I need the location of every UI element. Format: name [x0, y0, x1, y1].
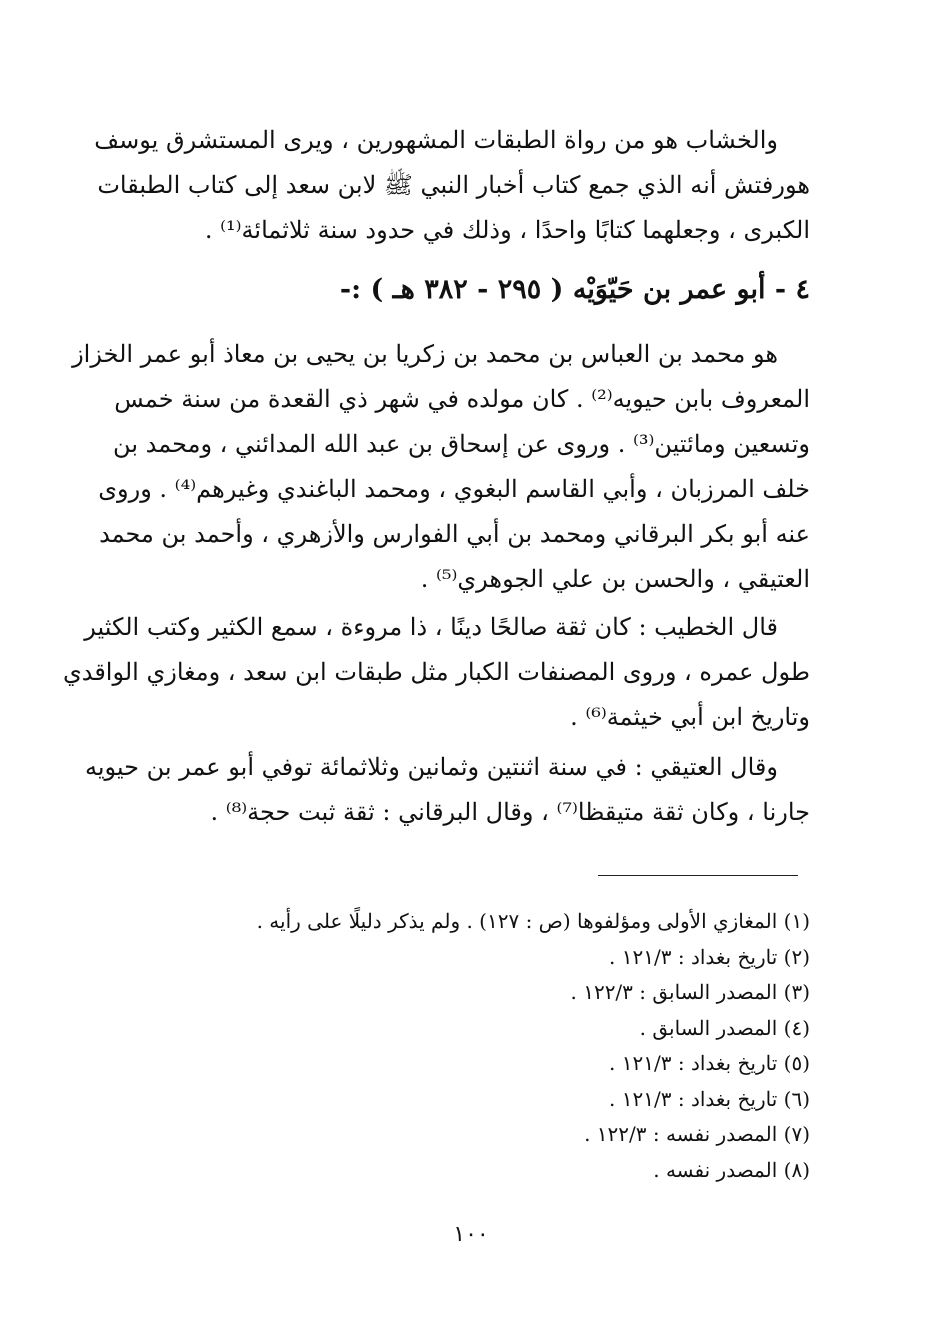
- paragraph-line: هو محمد بن العباس بن محمد بن زكريا بن يحيى بن معاذ أبو عمر الخزاز: [72, 340, 778, 368]
- paragraph-line: الكبرى ، وجعلهما كتابًا واحدًا ، وذلك في حدود سنة ثلاثمائة⁽¹⁾ .: [204, 216, 810, 244]
- intro-paragraph: [94, 118, 810, 253]
- khatib-paragraph: [62, 605, 810, 740]
- footnote-item: (١) المغازي الأولى ومؤلفوها (ص : ١٢٧) . ولم يذكر دليلًا على رأيه .: [256, 909, 810, 933]
- paragraph-line: العتيقي ، والحسن بن علي الجوهري⁽⁵⁾ .: [420, 565, 810, 593]
- footnote-item: (٣) المصدر السابق : ١٢٢/٣ .: [570, 980, 810, 1004]
- footnote-item: (٦) تاريخ بغداد : ١٢١/٣ .: [609, 1086, 810, 1111]
- paragraph-line: والخشاب هو من رواة الطبقات المشهورين ، ويرى المستشرق يوسف: [94, 126, 778, 154]
- footnote-item: (٧) المصدر نفسه : ١٢٢/٣ .: [584, 1122, 810, 1146]
- footnote-item: (٤) المصدر السابق .: [639, 1015, 810, 1040]
- atiqi-paragraph: [84, 745, 810, 835]
- footnotes-list: [200, 904, 810, 1188]
- paragraph-line: وقال العتيقي : في سنة اثنتين وثمانين وثلاثمائة توفي أبو عمر بن حيويه: [84, 753, 778, 781]
- paragraph-line: وتاريخ ابن أبي خيثمة⁽⁶⁾ .: [570, 703, 810, 731]
- paragraph-line: خلف المرزبان ، وأبي القاسم البغوي ، ومحمد الباغندي وغيرهم⁽⁴⁾ . وروى: [98, 475, 810, 503]
- paragraph-line: هورفتش أنه الذي جمع كتاب أخبار النبي ﷺ لابن سعد إلى كتاب الطبقات: [97, 171, 810, 199]
- section-heading: ٤ - أبو عمر بن حَيّوَيْه ( ٢٩٥ - ٣٨٢ هـ ) :-: [339, 274, 810, 305]
- biography-paragraph: [72, 332, 810, 602]
- footnote-item: (٥) تاريخ بغداد : ١٢١/٣ .: [609, 1051, 810, 1075]
- page-number: ١٠٠: [453, 1222, 489, 1247]
- paragraph-line: قال الخطيب : كان ثقة صالحًا دينًا ، ذا مروءة ، سمع الكثير وكتب الكثير: [84, 613, 778, 641]
- paragraph-line: المعروف بابن حيويه⁽²⁾ . كان مولده في شهر ذي القعدة من سنة خمس: [114, 385, 810, 413]
- footnote-item: (٨) المصدر نفسه .: [653, 1157, 810, 1182]
- paragraph-line: طول عمره ، وروى المصنفات الكبار مثل طبقات ابن سعد ، ومغازي الواقدي: [62, 658, 810, 686]
- paragraph-line: عنه أبو بكر البرقاني ومحمد بن أبي الفوارس والأزهري ، وأحمد بن محمد: [99, 520, 810, 548]
- footnote-item: (٢) تاريخ بغداد : ١٢١/٣ .: [609, 944, 810, 969]
- paragraph-line: جارنا ، وكان ثقة متيقظا⁽⁷⁾ ، وقال البرقاني : ثقة ثبت حجة⁽⁸⁾ .: [210, 798, 810, 826]
- footnote-divider: [598, 875, 798, 876]
- paragraph-line: وتسعين ومائتين⁽³⁾ . وروى عن إسحاق بن عبد الله المدائني ، ومحمد بن: [113, 430, 810, 458]
